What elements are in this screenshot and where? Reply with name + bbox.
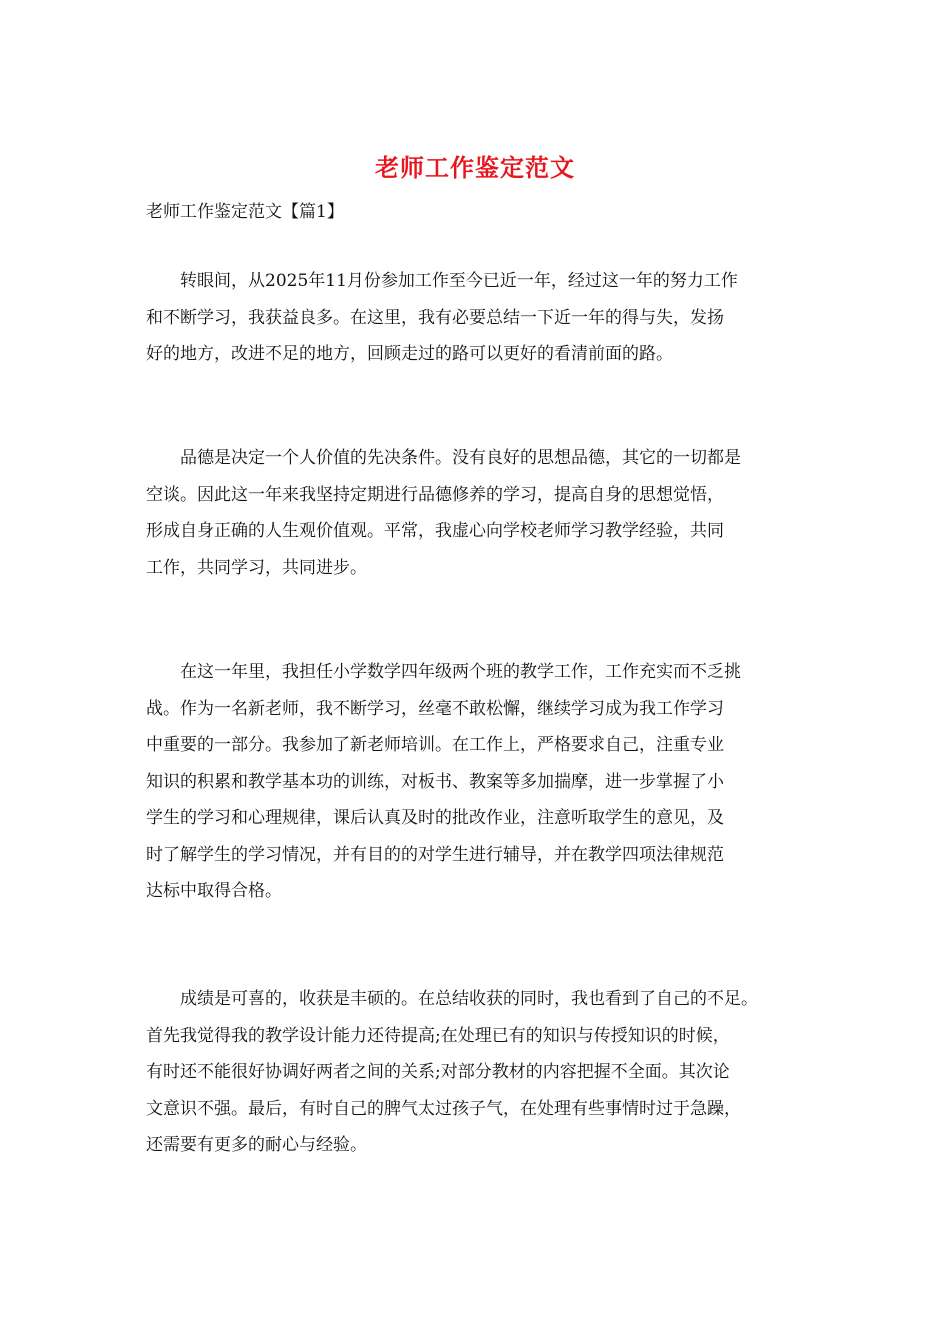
paragraph-line: 达标中取得合格。	[146, 881, 282, 901]
paragraph-line: 时了解学生的学习情况，并有目的的对学生进行辅导，并在教学四项法律规范	[146, 844, 724, 865]
paragraph-2	[146, 440, 818, 586]
paragraph-line: 有时还不能很好协调好两者之间的关系;对部分教材的内容把握不全面。其次论	[146, 1062, 730, 1082]
paragraph-line: 空谈。因此这一年来我坚持定期进行品德修养的学习，提高自身的思想觉悟，	[146, 484, 724, 505]
paragraph-line: 工作，共同学习，共同进步。	[146, 557, 367, 578]
document-title: 老师工作鉴定范文	[375, 153, 575, 182]
paragraph-line: 中重要的一部分。我参加了新老师培训。在工作上，严格要求自己，注重专业	[146, 735, 724, 755]
paragraph-line: 知识的积累和教学基本功的训练，对板书、教案等多加揣摩，进一步掌握了小	[146, 771, 724, 792]
paragraph-line: 转眼间，从2025年11月份参加工作至今已近一年，经过这一年的努力工作	[180, 271, 738, 291]
paragraph-4	[146, 981, 818, 1164]
paragraph-line: 战。作为一名新老师，我不断学习，丝毫不敢松懈，继续学习成为我工作学习	[146, 698, 724, 719]
document-subtitle: 老师工作鉴定范文【篇1】	[146, 202, 344, 222]
paragraph-line: 还需要有更多的耐心与经验。	[146, 1135, 367, 1155]
paragraph-1	[146, 263, 818, 373]
paragraph-line: 和不断学习，我获益良多。在这里，我有必要总结一下近一年的得与失，发扬	[146, 307, 724, 328]
paragraph-line: 文意识不强。最后，有时自己的脾气太过孩子气，在处理有些事情时过于急躁，	[146, 1098, 741, 1119]
paragraph-line: 品德是决定一个人价值的先决条件。没有良好的思想品德，其它的一切都是	[180, 448, 741, 468]
paragraph-line: 成绩是可喜的，收获是丰硕的。在总结收获的同时，我也看到了自己的不足。	[180, 989, 758, 1009]
paragraph-line: 形成自身正确的人生观价值观。平常，我虚心向学校老师学习教学经验，共同	[146, 521, 724, 541]
paragraph-line: 在这一年里，我担任小学数学四年级两个班的教学工作，工作充实而不乏挑	[180, 662, 741, 682]
paragraph-line: 学生的学习和心理规律，课后认真及时的批改作业，注意听取学生的意见，及	[146, 808, 724, 828]
paragraph-line: 首先我觉得我的教学设计能力还待提高;在处理已有的知识与传授知识的时候，	[146, 1025, 730, 1046]
paragraph-line: 好的地方，改进不足的地方，回顾走过的路可以更好的看清前面的路。	[146, 344, 673, 364]
paragraph-3	[146, 654, 818, 910]
